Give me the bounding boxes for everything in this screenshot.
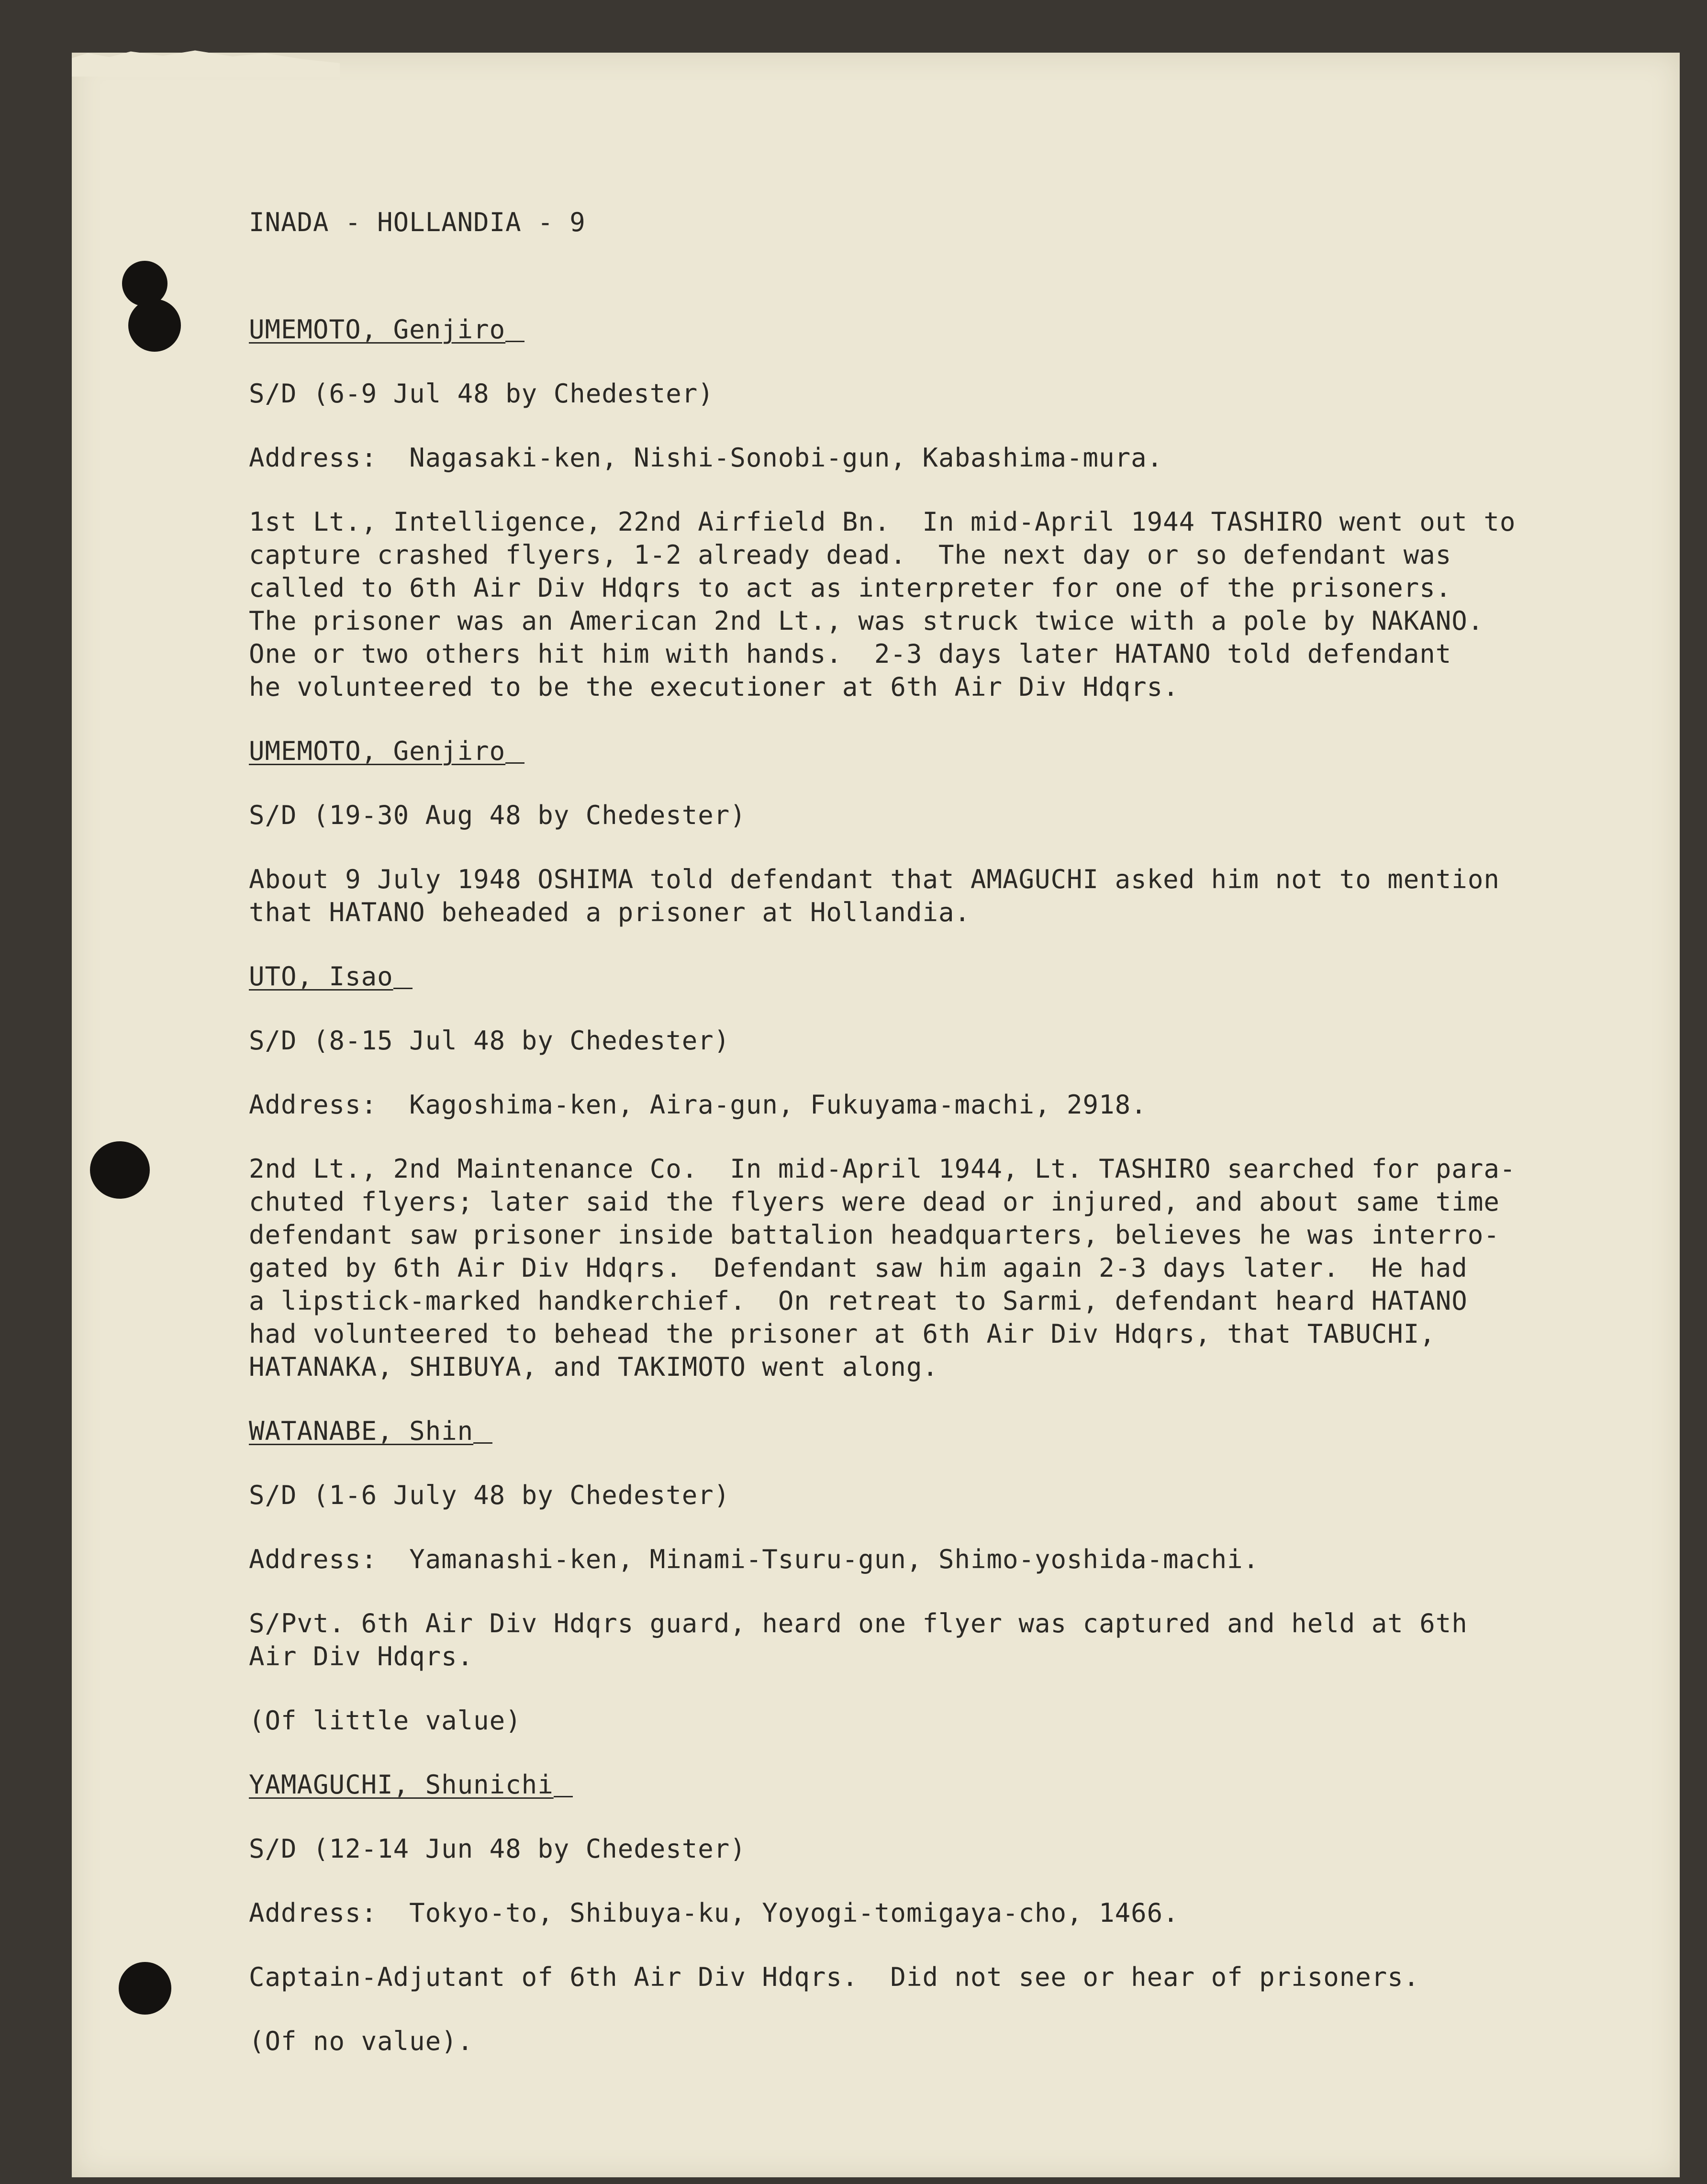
entry-sd: S/D (6-9 Jul 48 by Chedester) <box>249 379 714 409</box>
entry-address: Address: Kagoshima-ken, Aira-gun, Fukuyama-machi, 2918. <box>249 1090 1147 1120</box>
document-body <box>249 206 1570 2089</box>
entry-note: (Of no value). <box>249 2026 474 2056</box>
body-line: gated by 6th Air Div Hdqrs. Defendant saw him again 2-3 days later. He had <box>249 1253 1468 1283</box>
entry-sd: S/D (12-14 Jun 48 by Chedester) <box>249 1834 746 1864</box>
torn-edge <box>72 43 340 77</box>
entry-name: WATANABE, Shin <box>249 1415 1570 1448</box>
entry-body <box>249 1961 1570 1994</box>
body-line: called to 6th Air Div Hdqrs to act as interpreter for one of the prisoners. <box>249 573 1452 603</box>
entry-body <box>249 505 1570 703</box>
body-line: defendant saw prisoner inside battalion headquarters, believes he was interro- <box>249 1220 1500 1250</box>
entry-sd: S/D (1-6 July 48 by Chedester) <box>249 1480 730 1510</box>
binder-hole <box>119 1962 171 2015</box>
binder-hole <box>128 299 181 352</box>
body-line: About 9 July 1948 OSHIMA told defendant that AMAGUCHI asked him not to mention <box>249 864 1500 894</box>
body-line: One or two others hit him with hands. 2-3 days later HATANO told defendant <box>249 639 1452 669</box>
body-line: had volunteered to behead the prisoner at 6th Air Div Hdqrs, that TABUCHI, <box>249 1319 1436 1349</box>
entry-note: (Of little value) <box>249 1705 522 1736</box>
entry-name: UMEMOTO, Genjiro <box>249 735 1570 768</box>
body-line: 2nd Lt., 2nd Maintenance Co. In mid-April 1944, Lt. TASHIRO searched for para- <box>249 1154 1516 1184</box>
entry-body <box>249 1152 1570 1383</box>
body-line: chuted flyers; later said the flyers were dead or injured, and about same time <box>249 1187 1500 1217</box>
body-line: 1st Lt., Intelligence, 22nd Airfield Bn. In mid-April 1944 TASHIRO went out to <box>249 507 1516 537</box>
entry-name: UTO, Isao <box>249 960 1570 993</box>
body-line: Captain-Adjutant of 6th Air Div Hdqrs. Did not see or hear of prisoners. <box>249 1962 1420 1992</box>
body-line: S/Pvt. 6th Air Div Hdqrs guard, heard one flyer was captured and held at 6th <box>249 1608 1468 1638</box>
binder-hole <box>90 1141 150 1199</box>
entry-address: Address: Yamanashi-ken, Minami-Tsuru-gun, Shimo-yoshida-machi. <box>249 1544 1260 1574</box>
body-line: he volunteered to be the executioner at 6th Air Div Hdqrs. <box>249 672 1179 702</box>
entry-sd: S/D (8-15 Jul 48 by Chedester) <box>249 1025 730 1056</box>
body-line: The prisoner was an American 2nd Lt., was struck twice with a pole by NAKANO. <box>249 606 1484 636</box>
entry-address: Address: Tokyo-to, Shibuya-ku, Yoyogi-tomigaya-cho, 1466. <box>249 1898 1179 1928</box>
entry-name: YAMAGUCHI, Shunichi <box>249 1768 1570 1801</box>
body-line: HATANAKA, SHIBUYA, and TAKIMOTO went along. <box>249 1352 938 1382</box>
body-line: a lipstick-marked handkerchief. On retreat to Sarmi, defendant heard HATANO <box>249 1286 1468 1316</box>
entry-name: UMEMOTO, Genjiro <box>249 313 1570 346</box>
entry-body <box>249 863 1570 929</box>
entry-body <box>249 1607 1570 1673</box>
page-header: INADA - HOLLANDIA - 9 <box>249 207 586 237</box>
body-line: Air Div Hdqrs. <box>249 1641 474 1671</box>
entry-sd: S/D (19-30 Aug 48 by Chedester) <box>249 800 746 830</box>
body-line: capture crashed flyers, 1-2 already dead. The next day or so defendant was <box>249 540 1452 570</box>
body-line: that HATANO beheaded a prisoner at Hollandia. <box>249 897 971 927</box>
entry-address: Address: Nagasaki-ken, Nishi-Sonobi-gun, Kabashima-mura. <box>249 443 1163 473</box>
